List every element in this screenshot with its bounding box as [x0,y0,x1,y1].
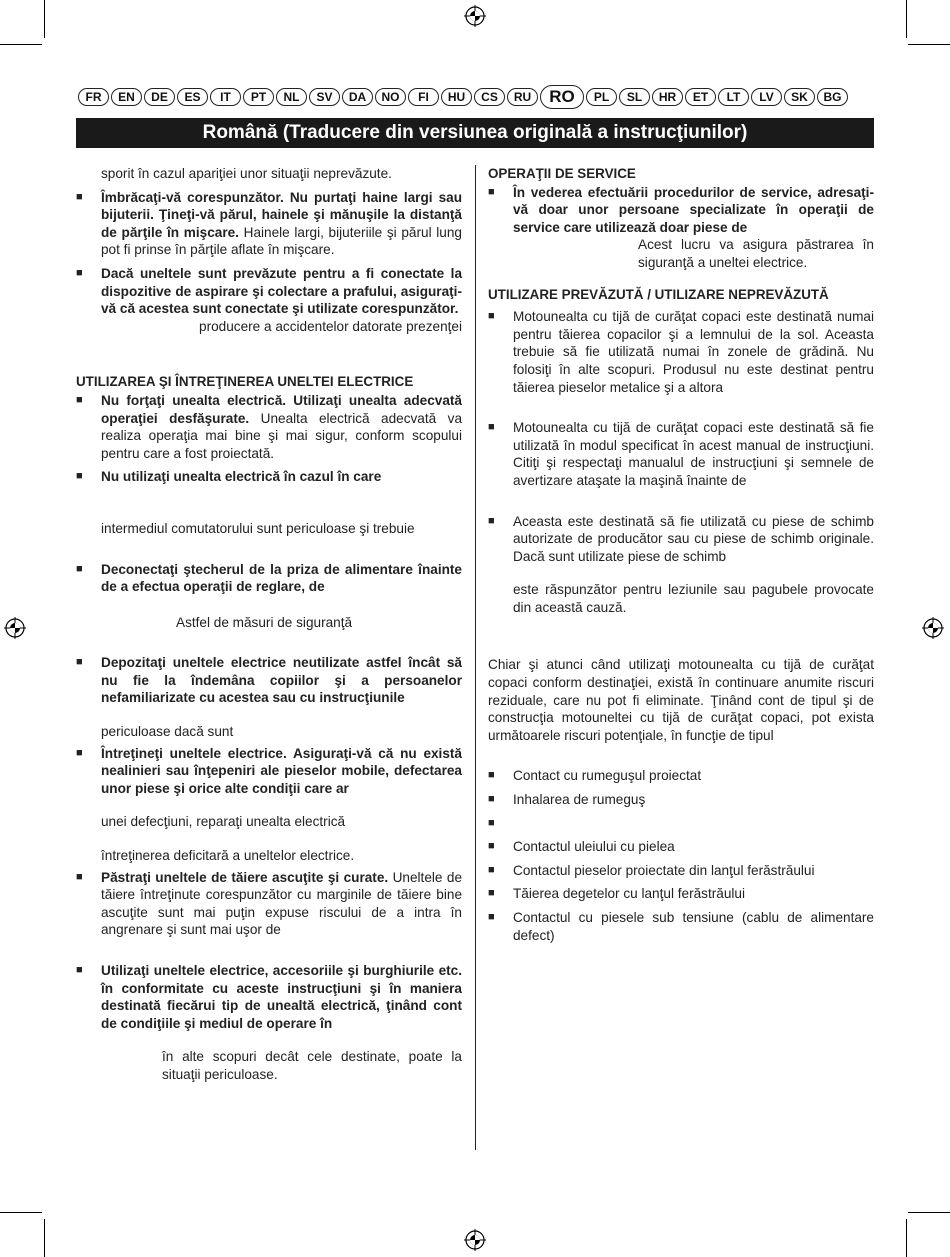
language-tab-ru[interactable]: RU [507,88,538,106]
language-tab-sv[interactable]: SV [309,88,340,106]
item-bold: În vederea efectuării procedurilor de service, adresaţi-vă doar unor persoane specializate în operaţii de service care utilizează doar piese de [513,184,874,235]
bullet-icon: ■ [76,870,83,883]
language-tab-bg[interactable]: BG [817,88,848,106]
risk-text: Contactul uleiului cu pielea [513,839,675,855]
language-tab-no[interactable]: NO [375,88,406,106]
language-tab-ro[interactable]: RO [540,85,584,109]
intro-line: sporit în cazul apariţiei unor situaţii neprevăzute. [101,166,392,181]
item-bold: Îmbrăcaţi-vă corespunzător. Nu purtaţi haine largi sau bijuterii. Ţineţi-vă părul, hainele şi mănuşile la distanţă de părţile în mişcare. [101,189,462,240]
list-item [76,654,462,740]
language-tab-da[interactable]: DA [342,88,373,106]
item-text: Unealta electrică adecvată va realiza operaţia mai bine şi mai sigur, conform scopului pentru care a fost proiectată. [101,410,462,461]
bullet-icon: ■ [488,421,495,434]
residual-risks-paragraph: Chiar şi atunci când utilizaţi motounealta cu tijă de curăţat copaci conform destinaţiei, există în continuare anumite riscuri reziduale, care nu pot fi eliminate. Ţinând cont de tipul şi de construcţia motouneltei cu tijă de curăţat copaci, pot exista următoarele riscuri potenţiale, în funcţie de tipul [488,657,874,743]
item-text: Hainele largi, bijuteriile şi părul lung pot fi prinse în părţile aflate în mişcare. [101,224,462,258]
section-heading: UTILIZARE PREVĂZUTĂ / UTILIZARE NEPREVĂZUTĂ [488,286,829,302]
bullet-icon: ■ [76,656,83,669]
list-item [76,962,462,1084]
language-tab-es[interactable]: ES [177,88,208,106]
right-column [488,165,874,944]
risk-item [488,815,874,833]
bullet-icon: ■ [76,964,83,976]
risk-item [488,909,874,944]
list-item [76,189,462,259]
list-item [488,184,874,237]
crop-mark [906,1219,907,1257]
bullet-icon: ■ [488,793,495,806]
item-text: este răspunzător pentru leziunile sau pagubele provocate din această cauză. [513,582,874,615]
crop-mark [908,44,950,45]
list-item [488,308,874,396]
language-tab-de[interactable]: DE [144,88,175,106]
column-divider [475,165,476,1150]
item-text: Motounealta cu tijă de curăţat copaci este destinată să fie utilizată în modul specificat în acest manual de instrucţiuni. Citiţi şi respectaţi manualul de instrucţiuni şi semnele de avertizare ataşate la maşină înainte de [513,420,874,488]
crop-mark [44,1219,45,1257]
crop-mark [0,44,42,45]
section-heading: OPERAŢII DE SERVICE [488,166,636,181]
registration-mark-icon [464,5,486,27]
list-item [76,468,462,537]
item-bold: Deconectaţi ştecherul de la priza de alimentare înainte de a efectua operaţii de reglare, de [101,561,462,595]
risk-item [488,791,874,809]
item-text: Astfel de măsuri de siguranţă [176,614,353,630]
language-tab-et[interactable]: ET [685,88,716,106]
language-tab-pt[interactable]: PT [243,88,274,106]
list-item [488,419,874,489]
bullet-icon: ■ [488,769,495,782]
registration-mark-icon [4,617,26,639]
item-text: Motounealta cu tijă de curăţat copaci este destinată numai pentru tăierea copacilor şi a lemnului de la sol. Aceasta trebuie să fie utilizată numai în zonele de grădină. Nu folosiţi în alte scopuri. Produsul nu este destinat pentru tăierea pieselor metalice şi a altora [513,309,874,395]
bullet-icon: ■ [76,470,83,483]
list-item [488,513,874,617]
bullet-icon: ■ [76,746,83,759]
risk-text: Tăierea degetelor cu lanţul ferăstrăului [513,886,745,902]
crop-mark [908,1212,950,1213]
item-text: unei defecţiuni, reparaţi unealta electrică [101,814,346,830]
bullet-icon: ■ [76,393,83,406]
item-text: Aceasta este destinată să fie utilizată cu piese de schimb autorizate de producător sau cu piese de schimb originale. Dacă sunt utilizate piese de schimb [513,513,874,564]
page-title: Română (Traducere din versiunea originală a instrucţiunilor) [76,118,874,148]
item-text: producere a accidentelor datorate prezenţei [199,318,462,334]
item-bold: Utilizaţi uneltele electrice, accesoriile şi burghiurile etc. în conformitate cu aceste instrucţiuni şi în maniera destinată fiecărui tip de unealtă electrică, ţinând cont de condiţiile şi mediul de operare în [101,963,462,1031]
list-item [76,392,462,462]
risk-item [488,862,874,880]
item-text: Acest lucru va asigura păstrarea în siguranţă a uneltei electrice. [638,237,874,270]
risk-text: Contactul pieselor proiectate din lanţul ferăstrăului [513,862,815,878]
language-tab-hu[interactable]: HU [441,88,472,106]
item-text: întreţinerea deficitară a uneltelor electrice. [101,848,355,864]
item-text: intermediul comutatorului sunt periculoase şi trebuie [101,520,415,536]
language-tab-it[interactable]: IT [210,88,241,106]
crop-mark [906,0,907,38]
left-column [76,165,462,1084]
language-tab-cs[interactable]: CS [474,88,505,106]
bullet-icon: ■ [76,190,83,203]
language-tab-fr[interactable]: FR [78,88,109,106]
item-bold: Dacă uneltele sunt prevăzute pentru a fi conectate la dispozitive de aspirare şi colectare a prafului, asiguraţi-vă că acestea sunt conectate şi utilizate corespunzător. [101,265,462,317]
bullet-icon: ■ [488,887,495,900]
language-tab-sk[interactable]: SK [784,88,815,106]
language-tab-en[interactable]: EN [111,88,142,106]
risk-text: Contactul cu piesele sub tensiune (cablu de alimentare defect) [513,910,874,943]
bullet-icon: ■ [488,863,495,876]
registration-mark-icon [464,1229,486,1251]
language-tab-fi[interactable]: FI [408,88,439,106]
list-item [76,561,462,632]
item-text: Uneltele de tăiere întreţinute corespunzător cu marginile de tăiere bine ascuţite sunt mai puţin expuse riscului de a intra în angrenare şi sunt mai uşor de [101,869,462,938]
language-selector-bar [78,86,874,108]
bullet-icon: ■ [76,562,83,575]
item-bold: Păstraţi uneltele de tăiere ascuţite şi curate. [101,869,389,885]
item-bold: Întreţineţi uneltele electrice. Asiguraţi-vă că nu există nealinieri sau înţepeniri ale pieselor mobile, defectarea unor piese şi orice alte condiţii care ar [101,745,462,796]
risk-item [488,838,874,856]
risk-text: Inhalarea de rumeguş [513,792,646,808]
section-heading: UTILIZAREA ŞI ÎNTREŢINEREA UNELTEI ELECTRICE [76,374,414,390]
language-tab-lv[interactable]: LV [751,88,782,106]
bullet-icon: ■ [488,816,495,829]
risk-item [488,885,874,903]
list-item [76,265,462,335]
bullet-icon: ■ [488,185,495,198]
item-bold: Nu forţaţi unealta electrică. Utilizaţi unealta adecvată operaţiei desfăşurate. [101,392,462,426]
crop-mark [0,1212,42,1213]
list-item [76,869,462,939]
risk-list [488,767,874,944]
language-tab-hr[interactable]: HR [652,88,683,106]
bullet-icon: ■ [76,266,83,279]
language-tab-nl[interactable]: NL [276,88,307,106]
crop-mark [44,0,45,38]
registration-mark-icon [922,617,944,639]
item-text: periculoase dacă sunt [101,724,234,740]
language-tab-lt[interactable]: LT [718,88,749,106]
item-bold: Nu utilizaţi unealta electrică în cazul în care [101,469,382,485]
bullet-icon: ■ [488,911,495,923]
item-text: în alte scopuri decât cele destinate, poate la situaţii periculoase. [162,1049,462,1082]
bullet-icon: ■ [488,310,495,323]
item-bold: Depozitaţi uneltele electrice neutilizate astfel încât să nu fie la îndemâna copiilor şi a persoanelor nefamiliarizate cu acestea sau cu instrucţiunile [101,655,462,706]
risk-text: Contact cu rumeguşul proiectat [513,768,702,784]
list-item [76,745,462,865]
risk-item [488,767,874,785]
bullet-icon: ■ [488,840,495,853]
language-tab-sl[interactable]: SL [619,88,650,106]
bullet-icon: ■ [488,514,495,527]
language-tab-pl[interactable]: PL [586,88,617,106]
